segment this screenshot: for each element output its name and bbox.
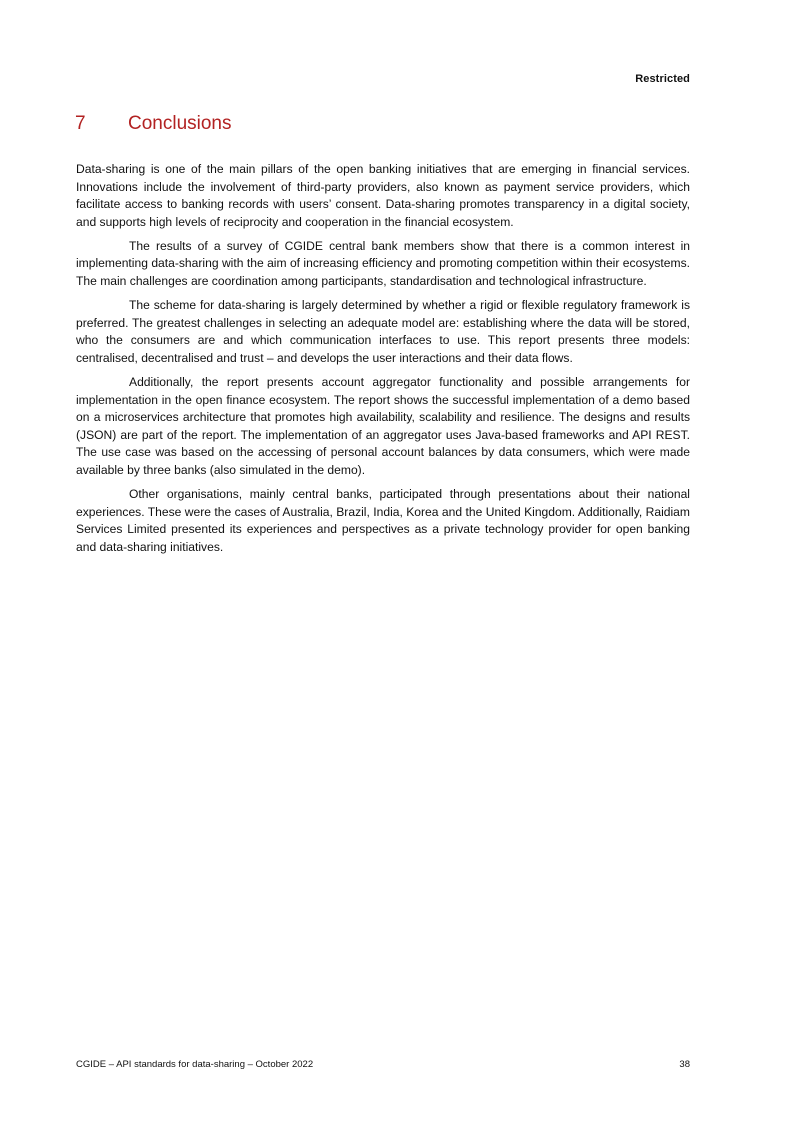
paragraph-3: The scheme for data-sharing is largely determined by whether a rigid or flexible regulatory framework is preferred. The greatest challenges in selecting an adequate model are: establishing where the data will be stored, who the consumers are and which communication interfaces to use. This report presents three models: centralised, decentralised and trust – and develops the user interactions and their data flows. bbox=[76, 298, 690, 365]
paragraph-5: Other organisations, mainly central banks, participated through presentations about their national experiences. These were the cases of Australia, Brazil, India, Korea and the United Kingdom. Additionally, Raidiam Services Limited presented its experiences and perspectives as a private technology provider for open banking and data-sharing initiatives. bbox=[76, 487, 690, 554]
paragraph-2: The results of a survey of CGIDE central bank members show that there is a common interest in implementing data-sharing with the aim of increasing efficiency and promoting competition within their ecosystems. The main challenges are coordination among participants, standardisation and technological infrastructure. bbox=[76, 238, 690, 289]
paragraph-4: Additionally, the report presents account aggregator functionality and possible arrangements for implementation in the open finance ecosystem. The report shows the successful implementation of a demo based on a microservices architecture that promotes high availability, scalability and resilience. The designs and results (JSON) are part of the report. The implementation of an aggregator uses Java-based frameworks and API REST. The use case was based on the accessing of personal account balances by data consumers, which were made available by three banks (also simulated in the demo). bbox=[76, 375, 690, 477]
section-title: Conclusions bbox=[128, 113, 232, 134]
paragraph-1: Data-sharing is one of the main pillars of the open banking initiatives that are emerging in financial services. Innovations include the involvement of third-party providers, also known as payment service providers, which facilitate access to banking records with users’ consent. Data-sharing promotes transparency in a digital society, and supports high levels of reciprocity and cooperation in the financial ecosystem. bbox=[76, 162, 690, 229]
section-heading bbox=[75, 113, 232, 135]
footer-page-number: 38 bbox=[679, 1059, 690, 1070]
section-number: 7 bbox=[75, 113, 86, 134]
footer-document-title: CGIDE – API standards for data-sharing – October 2022 bbox=[76, 1059, 314, 1070]
body-text bbox=[76, 161, 690, 563]
classification-label: Restricted bbox=[635, 73, 690, 85]
